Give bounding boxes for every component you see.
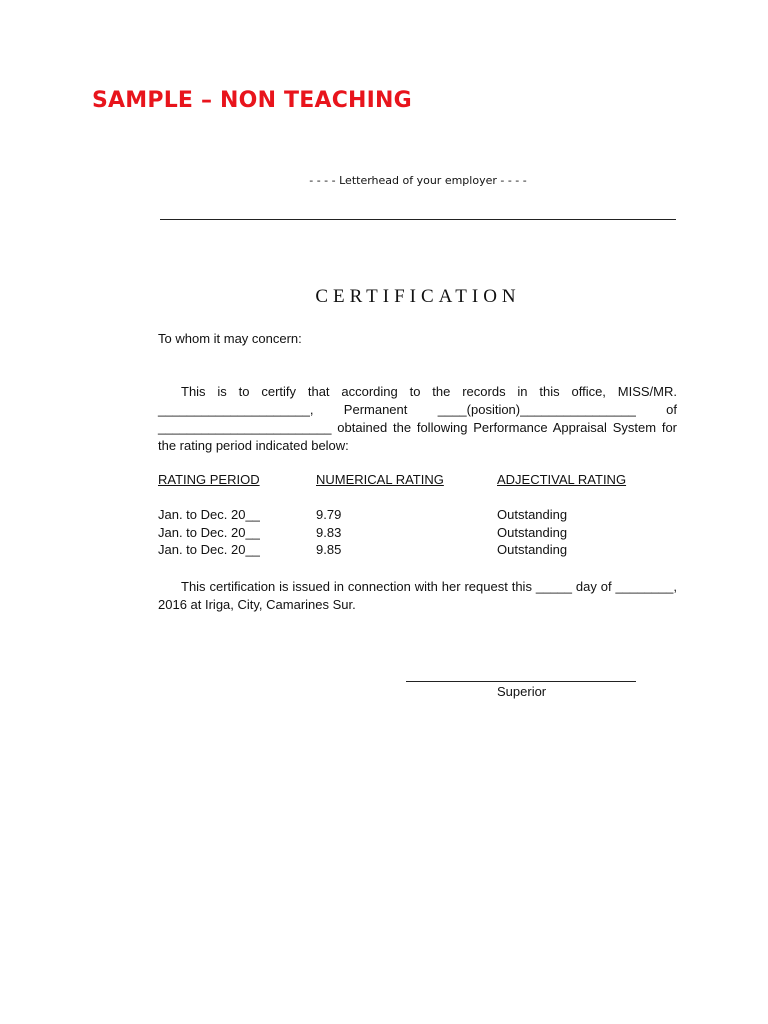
numerical-rating-cell: 9.79 bbox=[316, 507, 342, 522]
rating-period-cell: Jan. to Dec. 20__ bbox=[158, 507, 260, 522]
header-adjectival-rating: ADJECTIVAL RATING bbox=[497, 472, 627, 487]
table-row bbox=[158, 507, 678, 525]
signature-label: Superior bbox=[497, 684, 547, 699]
adjectival-rating-cell: Outstanding bbox=[497, 524, 568, 540]
signature-line bbox=[406, 681, 636, 682]
letterhead-placeholder: - - - - Letterhead of your employer - - - - bbox=[309, 174, 527, 187]
adjectival-rating-cell: Outstanding bbox=[497, 507, 568, 522]
issuance-paragraph: This certification is issued in connection with her request this _____ day of ________, 2016 at Iriga, City, Camarines Sur. bbox=[158, 579, 677, 612]
rating-table bbox=[158, 472, 678, 560]
rating-period-cell: Jan. to Dec. 20__ bbox=[158, 542, 260, 557]
certification-paragraph: This is to certify that according to the records in this office, MISS/MR. _____________________, Permanent ____(position)________________ of ________________________ obtained the following Performance Appraisal System for the rating period indicated below: bbox=[158, 384, 677, 453]
numerical-rating-cell: 9.85 bbox=[316, 542, 342, 557]
rating-table-header bbox=[158, 472, 678, 490]
table-row bbox=[158, 525, 678, 543]
letterhead-rule bbox=[160, 219, 676, 220]
numerical-rating-cell: 9.83 bbox=[316, 524, 342, 540]
rating-period-cell: Jan. to Dec. 20__ bbox=[158, 524, 260, 540]
adjectival-rating-cell: Outstanding bbox=[497, 542, 568, 557]
certification-heading: CERTIFICATION bbox=[315, 286, 521, 307]
sample-title: SAMPLE – NON TEACHING bbox=[92, 88, 412, 113]
salutation: To whom it may concern: bbox=[158, 331, 302, 346]
header-rating-period: RATING PERIOD bbox=[158, 472, 260, 487]
header-numerical-rating: NUMERICAL RATING bbox=[316, 472, 444, 487]
table-row bbox=[158, 542, 678, 560]
